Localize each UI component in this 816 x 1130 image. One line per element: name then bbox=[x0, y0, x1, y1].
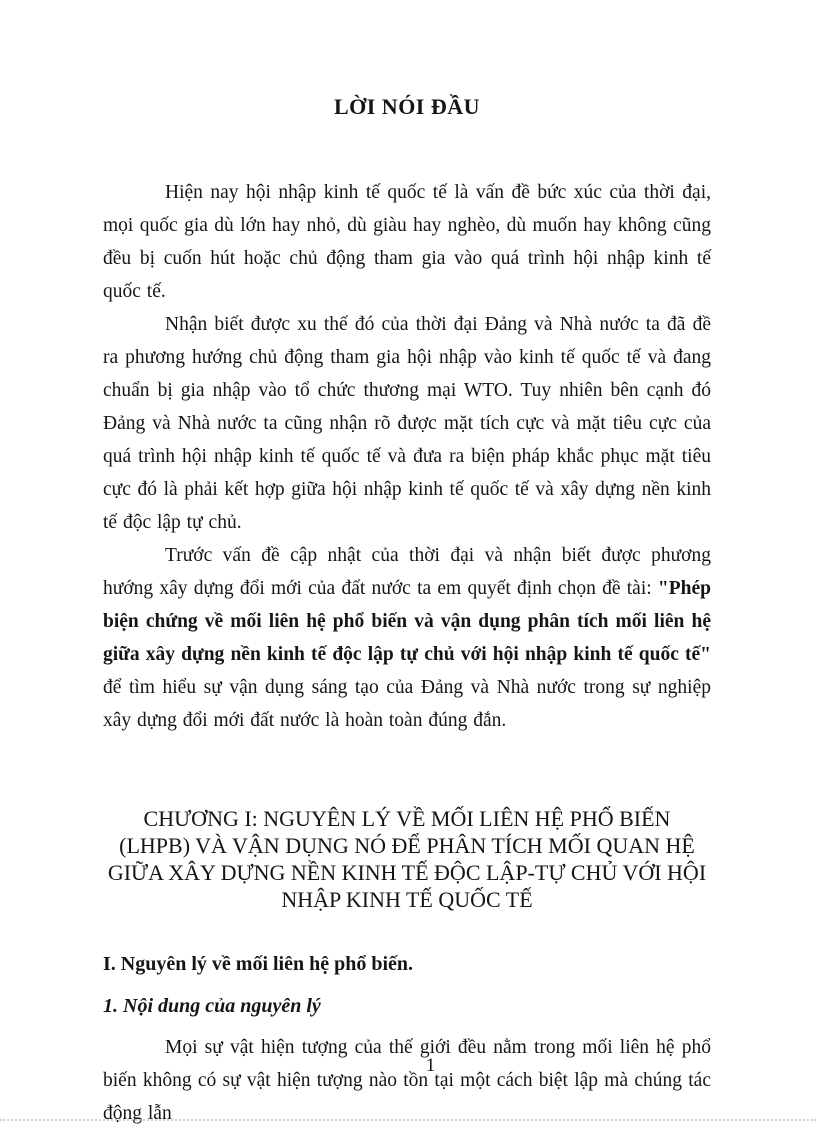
chapter-heading-line-2: (LHPB) VÀ VẬN DỤNG NÓ ĐỂ PHÂN TÍCH MỐI QUAN HỆ bbox=[119, 833, 695, 858]
page-title: LỜI NÓI ĐẦU bbox=[333, 94, 481, 119]
chapter-heading bbox=[81, 805, 733, 913]
page-number: 1 bbox=[425, 1055, 436, 1076]
page-boundary-dotted-line bbox=[0, 1119, 816, 1121]
preface-paragraph-1: Hiện nay hội nhập kinh tế quốc tế là vấn đề bức xúc của thời đại, mọi quốc gia dù lớn hay nhỏ, dù giàu hay nghèo, dù muốn hay không cũng đều bị cuốn hút hoặc chủ động tham gia vào quá trình hội nhập kinh tế quốc tế. bbox=[103, 182, 711, 302]
chapter-heading-line-4: NHẬP KINH TẾ QUỐC TẾ bbox=[281, 887, 533, 912]
chapter-heading-line-1: CHƯƠNG I: NGUYÊN LÝ VỀ MỐI LIÊN HỆ PHỔ BIẾN bbox=[143, 806, 671, 831]
thesis-paragraph bbox=[103, 539, 711, 737]
chapter-heading-line-3: GIỮA XÂY DỰNG NỀN KINH TẾ ĐỘC LẬP-TỰ CHỦ VỚI HỘI bbox=[107, 860, 707, 885]
section-heading: I. Nguyên lý về mối liên hệ phổ biến. bbox=[103, 953, 414, 975]
subsection-heading: 1. Nội dung của nguyên lý bbox=[103, 995, 321, 1017]
thesis-text-after: để tìm hiểu sự vận dụng sáng tạo của Đảng và Nhà nước trong sự nghiệp xây dựng đổi mới đất nước là hoàn toàn đúng đắn. bbox=[103, 677, 711, 731]
thesis-text-before: Trước vấn đề cập nhật của thời đại và nhận biết được phương hướng xây dựng đổi mới của đất nước ta em quyết định chọn đề tài: bbox=[103, 545, 711, 599]
preface-paragraph-2: Nhận biết được xu thế đó của thời đại Đảng và Nhà nước ta đã đề ra phương hướng chủ động tham gia hội nhập vào kinh tế quốc tế và đang chuẩn bị gia nhập vào tổ chức thương mại WTO. Tuy nhiên bên cạnh đó Đảng và Nhà nước ta cũng nhận rõ được mặt tích cực và mặt tiêu cực của quá trình hội nhập kinh tế quốc tế và đưa ra biện pháp khắc phục mặt tiêu cực đó là phải kết hợp giữa hội nhập kinh tế quốc tế và xây dựng nền kinh tế độc lập tự chủ. bbox=[103, 314, 711, 533]
thesis-title-bold: "Phép biện chứng về mối liên hệ phổ biến và vận dụng phân tích mối liên hệ giữa xây dựng nền kinh tế độc lập tự chủ với hội nhập kinh tế quốc tế" bbox=[103, 578, 711, 665]
chapter-body-paragraph: Mọi sự vật hiện tượng của thế giới đều nằm trong mối liên hệ phổ biến không có sự vật hiện tượng nào tồn tại một cách biệt lập mà chúng tác động lẫn bbox=[103, 1037, 711, 1124]
